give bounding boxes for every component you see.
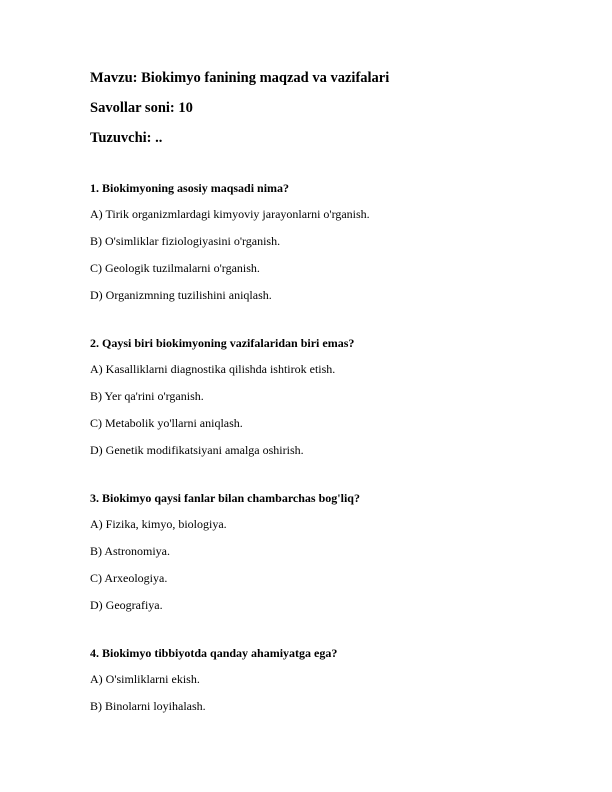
question-2 bbox=[90, 336, 590, 457]
option-b: B) Astronomiya. bbox=[90, 544, 170, 558]
question-text: 4. Biokimyo tibbiyotda qanday ahamiyatga ega? bbox=[90, 646, 338, 660]
author-line: Tuzuvchi: .. bbox=[90, 130, 163, 146]
option-c: C) Arxeologiya. bbox=[90, 571, 168, 585]
option-b: B) O'simliklar fiziologiyasini o'rganish. bbox=[90, 234, 281, 248]
option-d: D) Genetik modifikatsiyani amalga oshirish. bbox=[90, 443, 304, 457]
option-d: D) Geografiya. bbox=[90, 598, 163, 612]
option-c: C) Geologik tuzilmalarni o'rganish. bbox=[90, 261, 260, 275]
option-a: A) O'simliklarni ekish. bbox=[90, 672, 200, 686]
option-a: A) Kasalliklarni diagnostika qilishda ishtirok etish. bbox=[90, 362, 336, 376]
question-list bbox=[90, 181, 590, 747]
question-text: 1. Biokimyoning asosiy maqsadi nima? bbox=[90, 181, 290, 195]
question-count: Savollar soni: 10 bbox=[90, 100, 193, 116]
question-1 bbox=[90, 181, 590, 302]
option-c: C) Metabolik yo'llarni aniqlash. bbox=[90, 416, 243, 430]
option-a: A) Fizika, kimyo, biologiya. bbox=[90, 517, 227, 531]
question-text: 3. Biokimyo qaysi fanlar bilan chambarchas bog'liq? bbox=[90, 491, 360, 505]
document-header bbox=[90, 70, 389, 160]
option-a: A) Tirik organizmlardagi kimyoviy jarayonlarni o'rganish. bbox=[90, 207, 370, 221]
question-4 bbox=[90, 646, 590, 713]
topic-title: Mavzu: Biokimyo fanining maqzad va vazifalari bbox=[90, 70, 390, 86]
question-3 bbox=[90, 491, 590, 612]
option-b: B) Yer qa'rini o'rganish. bbox=[90, 389, 204, 403]
option-b: B) Binolarni loyihalash. bbox=[90, 699, 206, 713]
option-d: D) Organizmning tuzilishini aniqlash. bbox=[90, 288, 272, 302]
question-text: 2. Qaysi biri biokimyoning vazifalaridan biri emas? bbox=[90, 336, 355, 350]
